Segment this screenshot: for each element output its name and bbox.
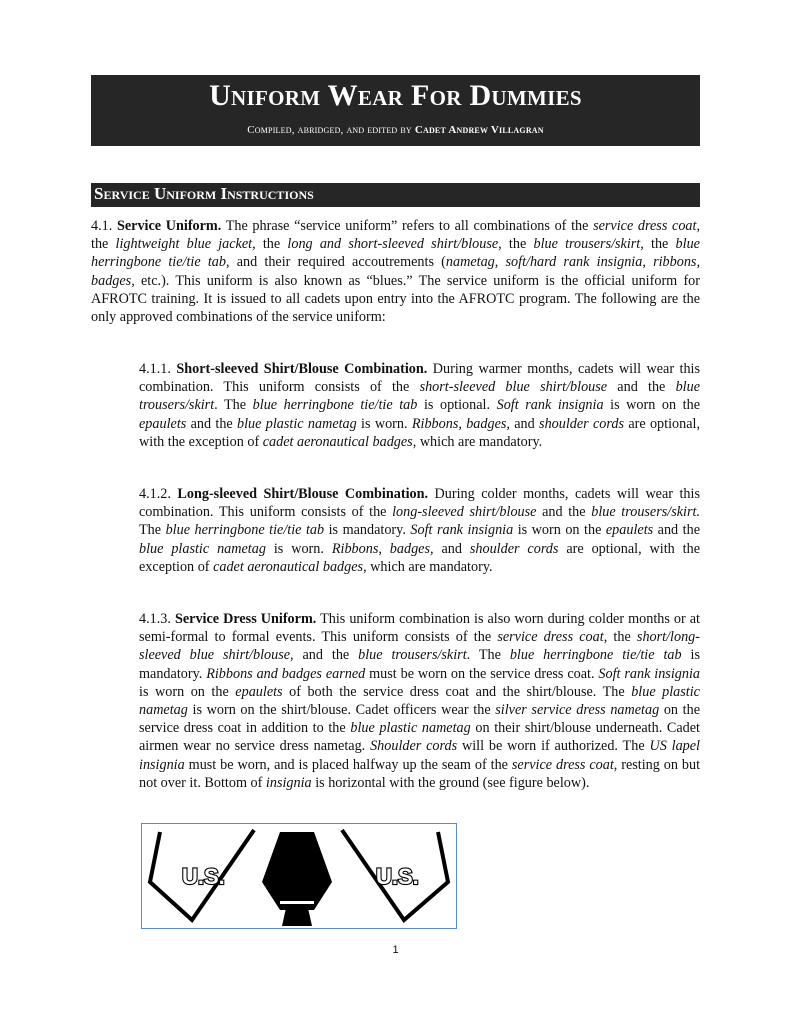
italic-term: Soft rank insignia bbox=[410, 522, 514, 539]
text-run: During warmer months, cadets will wear this combination. This uniform consists of the bbox=[139, 361, 700, 396]
italic-term: cadet aeronautical badges bbox=[262, 433, 413, 450]
italic-term: service dress coat bbox=[497, 629, 604, 646]
lapel-insignia-drawing bbox=[142, 824, 456, 928]
text-run: , the bbox=[603, 629, 637, 646]
italic-term: epaulets bbox=[605, 522, 654, 539]
paragraph-number: 4.1. bbox=[91, 218, 113, 234]
text-run: This uniform combination is also worn during colder months or at semi-formal to formal events. This uniform consists of the bbox=[139, 611, 700, 646]
tie-knot-gap bbox=[280, 901, 314, 904]
text-run: During colder months, cadets will wear this combination. This uniform consists of the bbox=[139, 486, 700, 521]
italic-term: long and short-sleeved shirt/blouse, bbox=[287, 236, 502, 253]
paragraph-heading: Service Dress Uniform. bbox=[174, 611, 317, 627]
italic-term: blue herringbone tie/tie tab bbox=[165, 522, 325, 539]
paragraph-4-1-1 bbox=[139, 360, 700, 451]
text-run: is mandatory. bbox=[139, 647, 700, 682]
text-run: the bbox=[643, 236, 676, 253]
text-run: on their shirt/blouse underneath. Cadet airmen wear no service dress nametag. bbox=[139, 720, 701, 755]
italic-term: blue plastic nametag bbox=[350, 720, 471, 737]
paragraph-number: 4.1.3. bbox=[139, 611, 171, 627]
text-run: The bbox=[139, 522, 166, 539]
text-run: and the bbox=[607, 379, 676, 396]
document-subtitle bbox=[91, 124, 700, 136]
italic-term: nametag, soft/hard rank insignia, ribbons, badges, bbox=[91, 254, 700, 289]
paragraph-heading: Long-sleeved Shirt/Blouse Combination. bbox=[177, 486, 429, 502]
paragraph-number: 4.1.2. bbox=[139, 486, 171, 502]
italic-term: lightweight blue jacket, bbox=[115, 236, 256, 253]
text-run: the bbox=[501, 236, 534, 253]
italic-term: blue herringbone tie/tie tab bbox=[509, 647, 682, 664]
italic-term: blue herringbone tie/tie tab bbox=[91, 236, 700, 271]
italic-term: short-sleeved blue shirt/blouse bbox=[419, 379, 608, 396]
italic-term: blue trousers/skirt. bbox=[591, 504, 700, 521]
subtitle-prefix: Compiled, abridged, and edited by bbox=[247, 124, 412, 136]
text-run: , and the bbox=[290, 647, 359, 664]
author-name: Cadet Andrew Villagran bbox=[414, 124, 544, 136]
text-run: is worn on the bbox=[603, 397, 700, 414]
italic-term: service dress coat bbox=[511, 756, 614, 773]
italic-term: blue trousers/skirt bbox=[139, 379, 700, 414]
text-run: will be worn if authorized. The bbox=[457, 738, 650, 755]
text-run: The phrase “service uniform” refers to all combinations of the bbox=[221, 218, 594, 234]
insignia-right-text: U.S. bbox=[376, 864, 419, 889]
section-title: Service Uniform Instructions bbox=[94, 184, 314, 203]
text-run: etc.). This uniform is also known as “blues.” The service uniform is the official uniform for AFROTC training. It is issued to all cadets upon entry into the AFROTC program. The following are the only approved combinations of the service uniform: bbox=[91, 272, 700, 326]
text-run: is optional. bbox=[417, 397, 497, 414]
italic-term: blue herringbone tie/tie tab bbox=[252, 397, 418, 414]
italic-term: blue trousers/skirt bbox=[358, 647, 467, 664]
italic-term: blue plastic nametag bbox=[237, 415, 357, 432]
italic-term: epaulets bbox=[235, 683, 283, 700]
paragraph-heading: Short-sleeved Shirt/Blouse Combination. bbox=[176, 361, 428, 377]
italic-term: Ribbons, badges, bbox=[331, 540, 434, 557]
italic-term: Soft rank insignia bbox=[496, 397, 604, 414]
title-banner bbox=[91, 75, 700, 146]
text-run: and the bbox=[653, 522, 700, 539]
italic-term: Shoulder cords bbox=[370, 738, 458, 755]
italic-term: shoulder cords bbox=[539, 415, 625, 432]
section-heading-bar bbox=[91, 183, 700, 207]
text-run: must be worn on the service dress coat. bbox=[365, 665, 599, 682]
text-run: is worn on the bbox=[139, 683, 236, 700]
paragraph-heading: Service Uniform. bbox=[116, 218, 222, 234]
text-run: is worn. bbox=[356, 415, 412, 432]
text-run: . The bbox=[466, 647, 510, 664]
italic-term: epaulets bbox=[139, 415, 187, 432]
insignia-left-text: U.S. bbox=[182, 864, 225, 889]
center-collar bbox=[262, 832, 332, 910]
paragraph-number: 4.1.1. bbox=[139, 361, 171, 377]
paragraph-4-1-2 bbox=[139, 485, 700, 576]
italic-term: silver service dress nametag bbox=[495, 702, 660, 719]
text-run: is horizontal with the ground (see figure below). bbox=[311, 774, 590, 791]
paragraph-4-1 bbox=[91, 217, 700, 326]
text-run: of both the service dress coat and the shirt/blouse. The bbox=[282, 683, 632, 700]
text-run: are optional, with the exception of bbox=[139, 415, 700, 450]
document-title: Uniform Wear For Dummies bbox=[209, 79, 582, 112]
italic-term: insignia bbox=[265, 774, 312, 791]
page-number: 1 bbox=[392, 944, 399, 956]
text-run: is worn on the shirt/blouse. Cadet officers wear the bbox=[187, 702, 496, 719]
italic-term: cadet aeronautical badges bbox=[213, 558, 364, 575]
italic-term: short/long-sleeved blue shirt/blouse bbox=[139, 629, 700, 664]
text-run: , which are mandatory. bbox=[412, 433, 543, 450]
text-run: is worn. bbox=[265, 540, 332, 557]
text-run: and the bbox=[536, 504, 592, 521]
italic-term: shoulder cords bbox=[469, 540, 559, 557]
italic-term: Soft rank insignia bbox=[598, 665, 700, 682]
italic-term: Ribbons, badges, bbox=[411, 415, 510, 432]
italic-term: blue plastic nametag bbox=[139, 540, 266, 557]
italic-term: US lapel insignia bbox=[139, 738, 700, 773]
text-run: and bbox=[433, 540, 470, 557]
text-run: must be worn, and is placed halfway up the seam of the bbox=[184, 756, 512, 773]
text-run: on the service dress coat in addition to the bbox=[139, 702, 700, 737]
text-run: and the bbox=[186, 415, 238, 432]
tie-bottom bbox=[282, 908, 312, 926]
text-run: , resting on but not over it. Bottom of bbox=[139, 756, 701, 791]
italic-term: Ribbons and badges earned bbox=[206, 665, 366, 682]
text-run: and bbox=[509, 415, 540, 432]
text-run: , and their required accoutrements ( bbox=[225, 254, 446, 271]
text-run: . The bbox=[214, 397, 253, 414]
text-run: , which are mandatory. bbox=[363, 558, 493, 575]
italic-term: blue plastic nametag bbox=[139, 683, 700, 719]
text-run: , the bbox=[91, 218, 700, 253]
italic-term: blue trousers/skirt, bbox=[533, 236, 644, 253]
text-run: are optional, with the exception of bbox=[139, 540, 700, 575]
text-run: is worn on the bbox=[513, 522, 606, 539]
italic-term: long-sleeved shirt/blouse bbox=[392, 504, 537, 521]
lapel-insignia-figure bbox=[141, 823, 457, 929]
text-run: the bbox=[255, 236, 288, 253]
italic-term: service dress coat bbox=[593, 218, 697, 234]
paragraph-4-1-3 bbox=[139, 610, 700, 792]
text-run: is mandatory. bbox=[324, 522, 411, 539]
